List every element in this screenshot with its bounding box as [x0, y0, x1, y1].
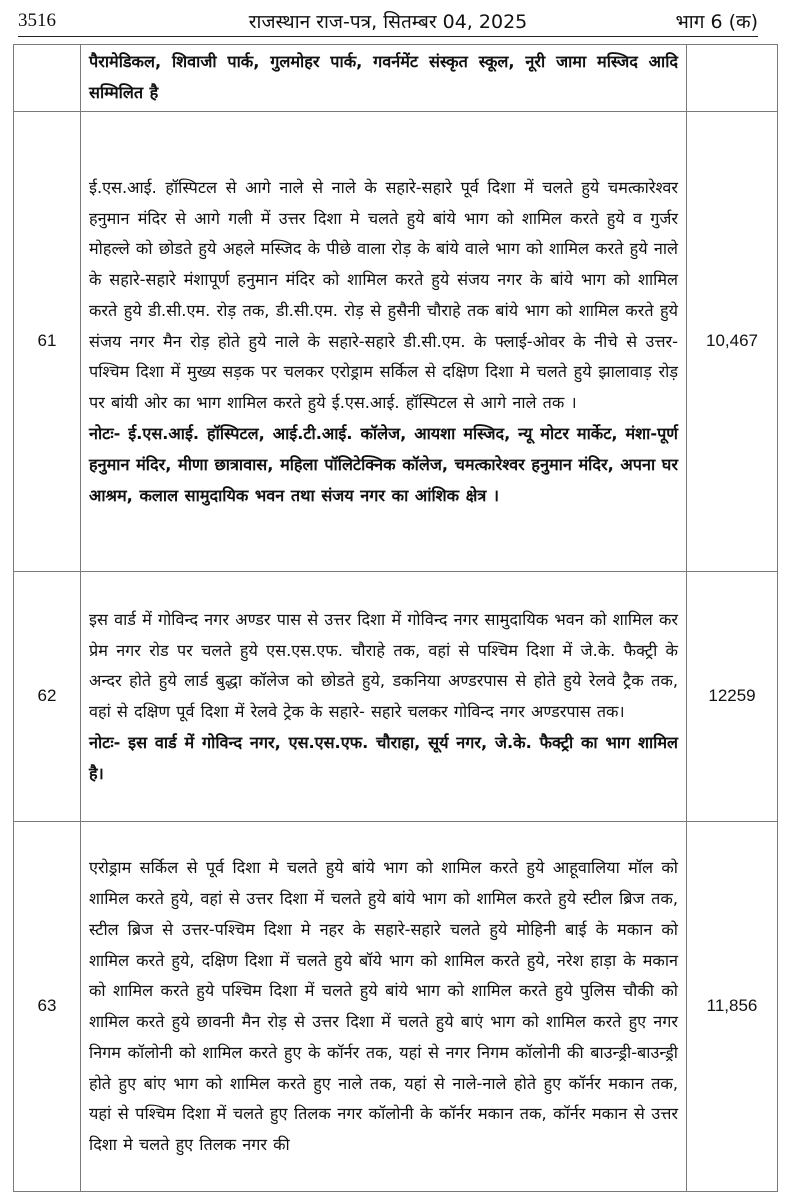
- table-row: [14, 571, 778, 821]
- ward-number-cell: [14, 45, 81, 112]
- page-header: [18, 8, 758, 37]
- table-row: [14, 111, 778, 571]
- ward-note: नोटः- ई.एस.आई. हॉस्पिटल, आई.टी.आई. कॉलेज, आयशा मस्जिद, न्यू मोटर मार्केट, मंशा-पूर्ण हनुमान मंदिर, मीणा छात्रावास, महिला पॉलिटेक्निक कॉलेज, चमत्कारेश्वर हनुमान मंदिर, अपना घर आश्रम, कलाल सामुदायिक भवन तथा संजय नगर का आंशिक क्षेत्र ।: [89, 424, 678, 505]
- ward-number-cell: 63: [14, 821, 81, 1191]
- page-number: 3516: [18, 10, 56, 31]
- ward-note: पैरामेडिकल, शिवाजी पार्क, गुलमोहर पार्क, गवर्नमेंट संस्कृत स्कूल, नूरी जामा मस्जिद आदि सम्मिलित है: [89, 52, 678, 102]
- ward-note: नोटः- इस वार्ड में गोविन्द नगर, एस.एस.एफ. चौराहा, सूर्य नगर, जे.के. फैक्ट्री का भाग शामिल है।: [89, 732, 678, 783]
- ward-number-cell: 61: [14, 111, 81, 571]
- population-cell: 11,856: [687, 821, 778, 1191]
- ward-number-cell: 62: [14, 571, 81, 821]
- ward-boundary-text: इस वार्ड में गोविन्द नगर अण्डर पास से उत्तर दिशा में गोविन्द नगर सामुदायिक भवन को शामिल कर प्रेम नगर रोड पर चलते हुये एस.एस.एफ. चौराहे तक, वहां से पश्चिम दिशा में जे.के. फैक्ट्री के अन्दर होते हुये लार्ड बुद्धा कॉलेज को छोडते हुये, डकनिया अण्डरपास से होते हुये रेलवे ट्रैक तक, वहां से दक्षिण पूर्व दिशा में रेलवे ट्रेक के सहारे- सहारे चलकर गोविन्द नगर अण्डरपास तक।: [89, 609, 678, 722]
- ward-description-cell: [81, 45, 687, 112]
- ward-boundary-text: ई.एस.आई. हॉस्पिटल से आगे नाले से नाले के सहारे-सहारे पूर्व दिशा में चलते हुये चमत्कारेश्वर हनुमान मंदिर से आगे गली में उत्तर दिशा मे चलते हुये बांये भाग को शामिल करते हुये व गुर्जर मोहल्ले को छोडते हुये अहले मस्जिद के पीछे वाला रोड़ के बांये वाले भाग को शामिल करते हुये नाले के सहारे-सहारे मंशापूर्ण हनुमान मंदिर को शामिल करते हुये संजय नगर के बांये भाग को शामिल करते हुये डी.सी.एम. रोड़ तक, डी.सी.एम. रोड़ से हुसैनी चौराहे तक बांये भाग को शामिल करते हुये संजय नगर मैन रोड़ होते हुये नाले के सहारे-सहारे डी.सी.एम. के फ्लाई-ओवर के नीचे से उत्तर-पश्चिम दिशा में मुख्य सड़क पर चलकर एरोड्राम सर्किल से दक्षिण दिशा मे चलते हुये झालावाड़ रोड़ पर बांयी ओर का भाग शामिल करते हुये ई.एस.आई. हॉस्पिटल से आगे नाले तक ।: [89, 177, 678, 413]
- gazette-title: राजस्थान राज-पत्र, सितम्बर 04, 2025: [248, 11, 528, 33]
- population-cell: 12259: [687, 571, 778, 821]
- gazette-part: भाग 6 (क): [675, 11, 758, 33]
- ward-boundary-text: एरोड्राम सर्किल से पूर्व दिशा मे चलते हुये बांये भाग को शामिल करते हुये आहूवालिया मॉल को शामिल करते हुये, वहां से उत्तर दिशा में चलते हुये बांये भाग को शामिल करते हुये स्टील ब्रिज तक, स्टील ब्रिज से उत्तर-पश्चिम दिशा मे नहर के सहारे-सहारे चलते हुये मोहिनी बाई के मकान को शामिल करते हुये, दक्षिण दिशा में चलते हुये बॉये भाग को शामिल करते हुये, नरेश हाड़ा के मकान को शामिल करते हुये पश्चिम दिशा में चलते हुये बांये भाग को शामिल करते हुये पुलिस चौकी को शामिल करते हुये छावनी मैन रोड़ से उत्तर दिशा में चलते हुये बाएं भाग को शामिल करते हुए नगर निगम कॉलोनी को शामिल करते हुए के कॉर्नर तक, यहां से नगर निगम कॉलोनी की बाउन्ड्री-बाउन्ड्री होते हुए बांए भाग को शामिल करते हुए नाले तक, यहां से नाले-नाले होते हुए कॉर्नर मकान तक, यहां से पश्चिम दिशा में चलते हुए तिलक नगर कॉलोनी के कॉर्नर मकान तक, कॉर्नर मकान से उत्तर दिशा मे चलते हुए तिलक नगर की: [89, 858, 678, 1155]
- ward-description-cell: [81, 821, 687, 1191]
- ward-boundary-table: [13, 44, 778, 1192]
- table-row: [14, 45, 778, 112]
- population-cell: [687, 45, 778, 112]
- ward-description-cell: [81, 111, 687, 571]
- table-row: [14, 821, 778, 1191]
- ward-description-cell: [81, 571, 687, 821]
- population-cell: 10,467: [687, 111, 778, 571]
